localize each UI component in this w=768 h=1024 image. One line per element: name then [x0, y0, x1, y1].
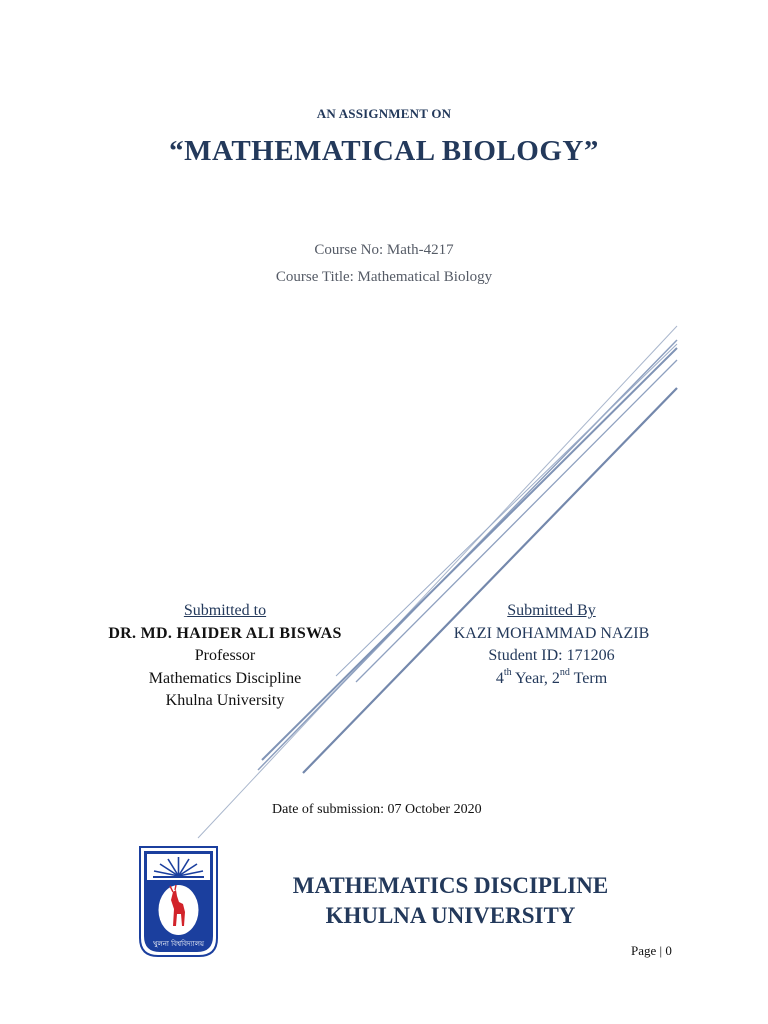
term-number: 2 [551, 669, 560, 687]
khulna-university-logo-icon [139, 846, 218, 959]
assignment-kicker: AN ASSIGNMENT ON [316, 106, 452, 121]
submitted-by-heading: Submitted By [507, 602, 596, 619]
discipline-line-1: MATHEMATICS DISCIPLINE [292, 873, 609, 898]
term-word: Term [569, 669, 608, 687]
submitted-to-heading: Submitted to [183, 602, 267, 619]
year-word: Year, [511, 669, 552, 687]
submission-date: Date of submission: 07 October 2020 [272, 802, 482, 817]
course-number: Course No: Math-4217 [314, 242, 454, 258]
page-number: Page | 0 [631, 943, 672, 958]
discipline-line-2: KHULNA UNIVERSITY [325, 903, 576, 928]
logo-text: খুলনা বিশ্ববিদ্যালয় [152, 940, 205, 948]
year-number: 4 [495, 669, 504, 687]
diagonal-line [303, 388, 677, 773]
student-year-term [410, 668, 693, 691]
submitted-to-block [60, 600, 390, 713]
term-suffix: nd [559, 667, 570, 679]
student-name: KAZI MOHAMMAD NAZIB [453, 624, 650, 642]
page-title: “MATHEMATICAL BIOLOGY” [169, 135, 599, 167]
year-suffix: th [503, 667, 512, 679]
submitted-by-block [410, 600, 693, 690]
course-title: Course Title: Mathematical Biology [275, 269, 493, 285]
student-id: Student ID: 171206 [488, 647, 615, 664]
supervisor-department: Mathematics Discipline [148, 669, 302, 687]
supervisor-name: DR. MD. HAIDER ALI BISWAS [108, 624, 342, 642]
supervisor-university: Khulna University [165, 692, 285, 709]
diagonal-line [198, 326, 677, 838]
supervisor-designation: Professor [194, 647, 256, 664]
discipline-title [248, 871, 653, 931]
